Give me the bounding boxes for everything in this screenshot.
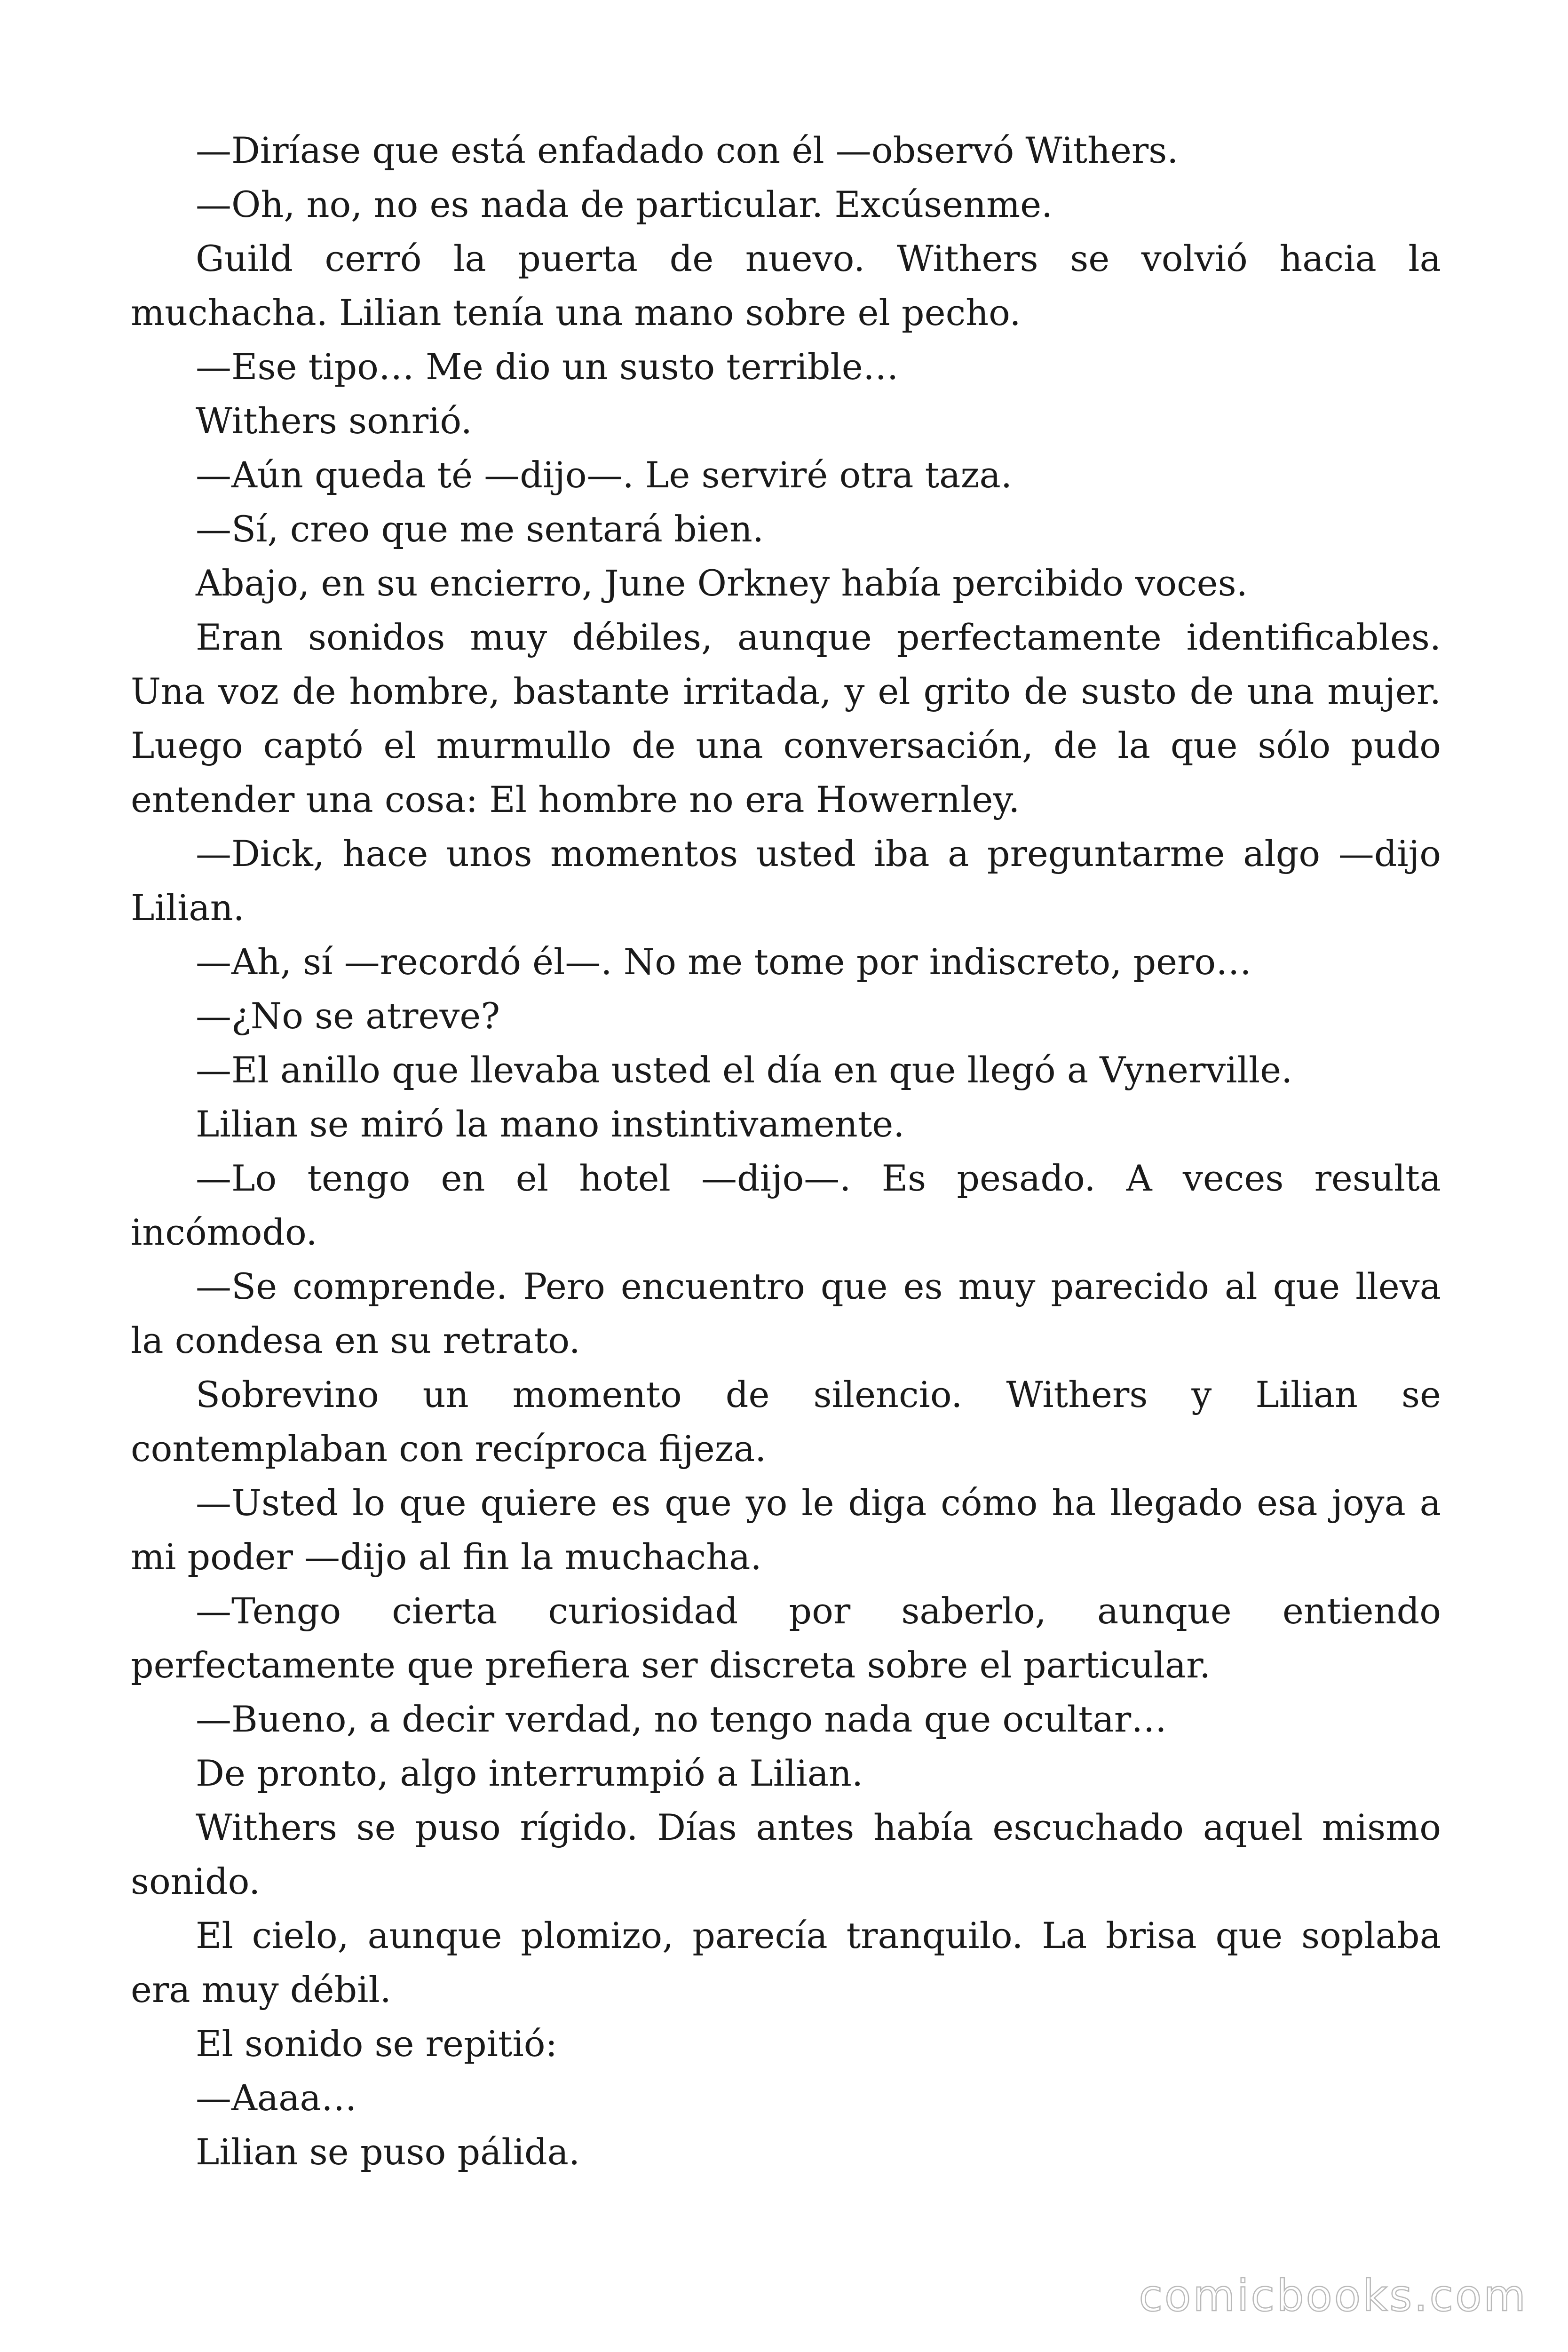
paragraph: —Dick, hace unos momentos usted iba a preguntarme algo —dijo Lilian. [131,833,1441,929]
paragraph: —Lo tengo en el hotel —dijo—. Es pesado. A veces resulta incómodo. [131,1157,1441,1253]
paragraph: De pronto, algo interrumpió a Lilian. [196,1752,863,1794]
watermark: comicbooks.com [1139,2271,1528,2321]
paragraph: Lilian se puso pálida. [196,2131,580,2173]
paragraph: —Tengo cierta curiosidad por saberlo, aunque entiendo perfectamente que prefiera ser discreta sobre el particular. [131,1590,1441,1686]
paragraph: Sobrevino un momento de silencio. Withers y Lilian se contemplaban con recíproca fijeza. [131,1374,1441,1470]
paragraph: Guild cerró la puerta de nuevo. Withers se volvió hacia la muchacha. Lilian tenía una mano sobre el pecho. [131,238,1441,334]
paragraph: —Se comprende. Pero encuentro que es muy parecido al que lleva la condesa en su retrato. [131,1265,1441,1361]
paragraph: El cielo, aunque plomizo, parecía tranquilo. La brisa que soplaba era muy débil. [131,1915,1441,2010]
paragraph: Withers se puso rígido. Días antes había escuchado aquel mismo sonido. [131,1806,1441,1902]
paragraph: —Ese tipo… Me dio un susto terrible… [196,346,899,388]
paragraph: —Ah, sí —recordó él—. No me tome por indiscreto, pero… [196,941,1252,983]
paragraph: —Sí, creo que me sentará bien. [196,508,764,550]
paragraph: Eran sonidos muy débiles, aunque perfectamente identificables. Una voz de hombre, bastante irritada, y el grito de susto de una mujer. Luego captó el murmullo de una conversación, de la que sólo pudo entender una cosa: El hombre no era Howernley. [131,616,1441,820]
paragraph: —Diríase que está enfadado con él —observó Withers. [196,129,1179,171]
paragraph: Lilian se miró la mano instintivamente. [196,1103,905,1145]
paragraph: —Oh, no, no es nada de particular. Excúsenme. [196,183,1053,225]
body-text [131,123,1441,2179]
paragraph: —Bueno, a decir verdad, no tengo nada que ocultar… [196,1698,1167,1740]
paragraph: Withers sonrió. [196,400,472,442]
paragraph: —El anillo que llevaba usted el día en que llegó a Vynerville. [196,1049,1293,1091]
paragraph: —Aún queda té —dijo—. Le serviré otra taza. [196,454,1012,496]
paragraph: Abajo, en su encierro, June Orkney había percibido voces. [196,562,1248,604]
paragraph: —¿No se atreve? [196,995,500,1037]
paragraph: —Aaaa… [196,2077,357,2119]
paragraph: El sonido se repitió: [196,2023,558,2065]
paragraph: —Usted lo que quiere es que yo le diga cómo ha llegado esa joya a mi poder —dijo al fin la muchacha. [131,1482,1441,1578]
